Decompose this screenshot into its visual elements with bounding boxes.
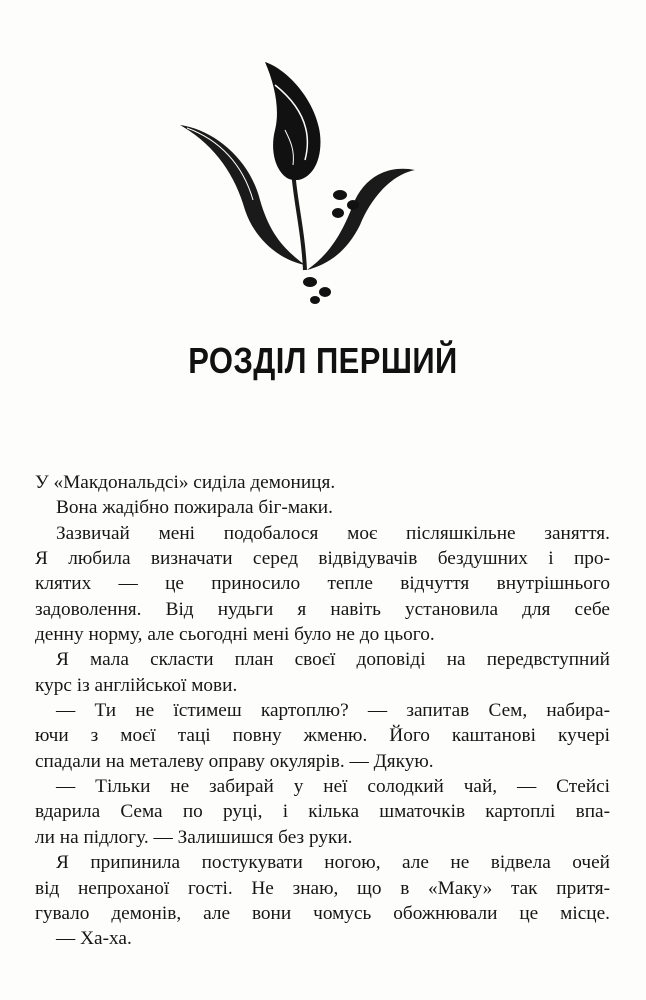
text-line: ли на підлогу. — Залишишся без руки.	[35, 826, 353, 848]
text-line: Я припинила постукувати ногою, але не відвела очей	[56, 852, 610, 874]
text-line: Зазвичай мені подобалося моє післяшкільне заняття.	[56, 522, 610, 544]
text-line: курс із англійської мови.	[35, 674, 238, 696]
text-line: клятих — це приносило тепле відчуття внутрішнього	[35, 573, 610, 595]
text-line: Я любила визначати серед відвідувачів бездушних і про-	[35, 548, 610, 570]
text-line: Вона жадібно пожирала біг-маки.	[56, 497, 333, 519]
text-line: ючи з моєї таці повну жменю. Його каштанові кучері	[35, 725, 610, 747]
chapter-text	[35, 470, 610, 952]
text-line: Я мала скласти план своєї доповіді на передвступний	[56, 649, 610, 671]
text-line: У «Макдональдсі» сиділа демониця.	[35, 472, 336, 493]
text-line: денну норму, але сьогодні мені було не до цього.	[35, 624, 435, 646]
calla-lily-icon	[175, 50, 425, 310]
text-line: — Ха-ха.	[56, 928, 132, 950]
text-line: — Тільки не забирай у неї солодкий чай, — Стейсі	[56, 776, 610, 798]
text-line: вдарила Сема по руці, і кілька шматочків картоплі впа-	[35, 801, 610, 823]
text-line: від непроханої гості. Не знаю, що в «Маку» так притя-	[35, 877, 610, 899]
text-line: гувало демонів, але вони чомусь обожнювали це місце.	[35, 902, 610, 924]
text-line: — Ти не їстимеш картоплю? — запитав Сем, набира-	[56, 700, 610, 722]
text-line: задоволення. Від нудьги я навіть установила для себе	[35, 598, 610, 620]
chapter-title: РОЗДІЛ ПЕРШИЙ	[188, 340, 458, 381]
text-line: спадали на металеву оправу окулярів. — Дякую.	[35, 750, 434, 772]
